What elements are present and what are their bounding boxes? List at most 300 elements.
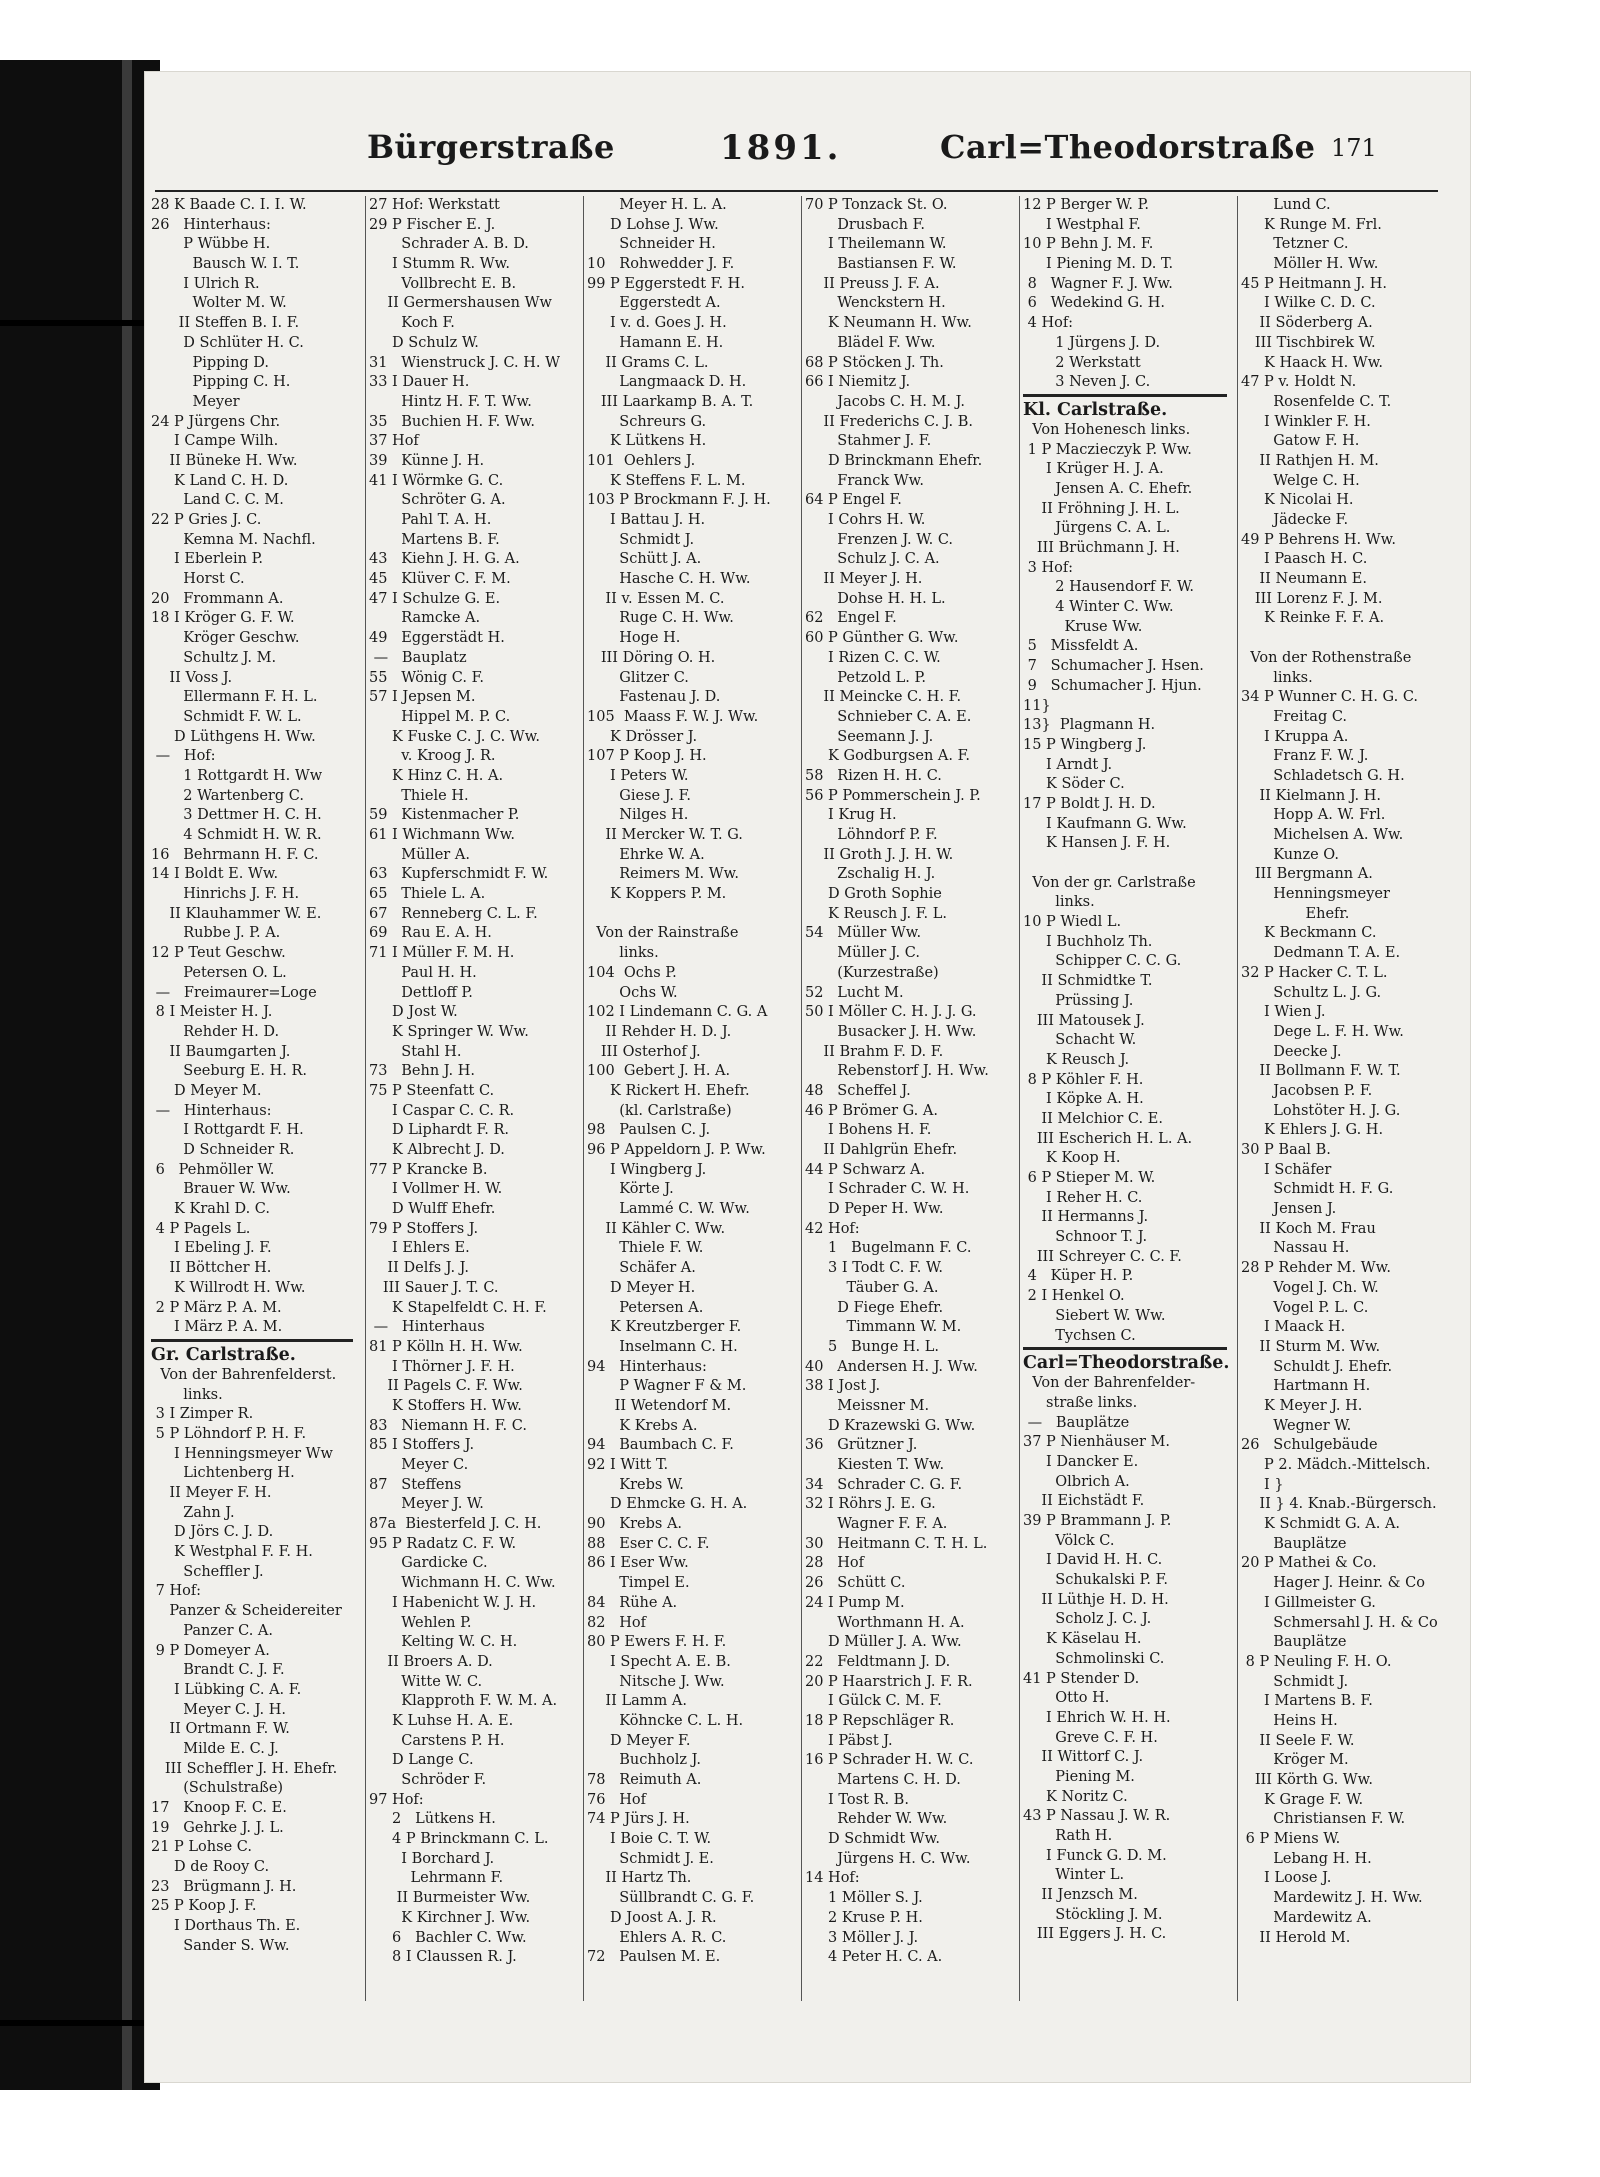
- directory-entry: I }: [1241, 1476, 1284, 1493]
- directory-entry: K Luhse H. A. E.: [369, 1712, 514, 1729]
- directory-entry: II Kähler C. Ww.: [587, 1220, 726, 1237]
- directory-entry: K Hansen J. F. H.: [1023, 835, 1171, 852]
- directory-entry: Fastenau J. D.: [587, 689, 721, 706]
- directory-entry: Nassau H.: [1241, 1240, 1350, 1257]
- directory-entry: I Tost R. B.: [805, 1791, 909, 1808]
- directory-entry: III Döring O. H.: [587, 649, 716, 666]
- directory-entry: K Steffens F. L. M.: [587, 472, 746, 489]
- directory-entry: 20 P Haarstrich J. F. R.: [805, 1673, 973, 1690]
- directory-entry: I Martens B. F.: [1241, 1693, 1373, 1710]
- directory-entry: Mardewitz J. H. Ww.: [1241, 1890, 1423, 1907]
- directory-entry: I v. d. Goes J. H.: [587, 315, 727, 332]
- directory-entry: Täuber G. A.: [805, 1279, 939, 1296]
- directory-entry: Gardicke C.: [369, 1555, 488, 1572]
- directory-entry: Schmidt J.: [1241, 1673, 1349, 1690]
- directory-entry: II Broers A. D.: [369, 1653, 493, 1670]
- directory-entry: D Krazewski G. Ww.: [805, 1417, 976, 1434]
- directory-entry: 28 Hof: [805, 1555, 865, 1572]
- directory-entry: 25 P Koop J. F.: [151, 1898, 257, 1915]
- directory-entry: Rehder W. Ww.: [805, 1811, 948, 1828]
- directory-entry: Kunze O.: [1241, 846, 1339, 863]
- directory-entry: Von der Rothenstraße: [1241, 649, 1412, 666]
- directory-entry: Buchholz J.: [587, 1752, 701, 1769]
- directory-entry: D de Rooy C.: [151, 1859, 270, 1876]
- directory-entry: Ehefr.: [1241, 905, 1350, 922]
- directory-entry: D Lüthgens H. Ww.: [151, 728, 316, 745]
- directory-entry: 28 K Baade C. I. I. W.: [151, 197, 307, 213]
- column-4: [805, 196, 1017, 2066]
- directory-entry: — Hof:: [151, 748, 216, 765]
- directory-entry: Stahl H.: [369, 1043, 462, 1060]
- directory-entry: II Frederichs C. J. B.: [805, 413, 973, 430]
- directory-entry: I Wien J.: [1241, 1004, 1326, 1021]
- directory-entry: II Melchior C. E.: [1023, 1110, 1163, 1127]
- directory-entry: Stahmer J. F.: [805, 433, 932, 450]
- directory-entry: Löhndorf P. F.: [805, 827, 938, 843]
- directory-entry: Winter L.: [1023, 1867, 1125, 1884]
- directory-entry: Reimers M. Ww.: [587, 866, 739, 883]
- directory-entry: Köhncke C. L. H.: [587, 1712, 744, 1729]
- directory-entry: 6 P Miens W.: [1241, 1831, 1341, 1848]
- directory-entry: 4 P Pagels L.: [151, 1220, 251, 1237]
- directory-entry: 4 Winter C. Ww.: [1023, 599, 1174, 616]
- directory-entry: II Meyer F. H.: [151, 1485, 272, 1501]
- directory-entry: Panzer C. A.: [151, 1622, 273, 1639]
- directory-entry: Schröder F.: [369, 1772, 487, 1788]
- directory-entry: II Pagels C. F. Ww.: [369, 1378, 523, 1395]
- directory-entry: Carstens P. H.: [369, 1732, 505, 1749]
- directory-entry: Schneider H.: [587, 236, 716, 253]
- directory-entry: II Eichstädt F.: [1023, 1493, 1145, 1510]
- directory-entry: 87a Biesterfeld J. C. H.: [369, 1516, 542, 1533]
- directory-entry: Schipper C. C. G.: [1023, 953, 1182, 970]
- directory-entry: links.: [151, 1386, 223, 1403]
- directory-entry: 16 P Schrader H. W. C.: [805, 1752, 974, 1769]
- directory-entry: 71 I Müller F. M. H.: [369, 945, 515, 962]
- directory-entry: Stöckling J. M.: [1023, 1906, 1163, 1923]
- directory-entry: I Rizen C. C. W.: [805, 649, 941, 666]
- directory-entry: K Kreutzberger F.: [587, 1319, 742, 1336]
- directory-entry: 22 P Gries J. C.: [151, 512, 262, 528]
- directory-entry: — Hinterhaus: [369, 1319, 485, 1336]
- directory-entry: I Krug H.: [805, 807, 897, 824]
- directory-entry: Kemna M. Nachfl.: [151, 531, 316, 548]
- directory-entry: K Reinke F. F. A.: [1241, 610, 1385, 627]
- directory-entry: Bastiansen F. W.: [805, 256, 957, 273]
- directory-entry: 2 Wartenberg C.: [151, 787, 304, 804]
- directory-entry: II Neumann E.: [1241, 571, 1367, 588]
- directory-entry: 94 Baumbach C. F.: [587, 1437, 734, 1454]
- directory-entry: Lund C.: [1241, 197, 1331, 213]
- directory-entry: III Escherich H. L. A.: [1023, 1130, 1193, 1147]
- directory-entry: D Schneider R.: [151, 1142, 295, 1158]
- directory-entry: 55 Wönig C. F.: [369, 669, 485, 686]
- directory-entry: K Haack H. Ww.: [1241, 354, 1384, 371]
- directory-entry: P Wagner F & M.: [587, 1378, 747, 1395]
- directory-entry: I Dancker E.: [1023, 1453, 1139, 1470]
- directory-entry: Schmidt F. W. L.: [151, 708, 302, 725]
- directory-entry: I Cohrs H. W.: [805, 512, 926, 528]
- directory-entry: 43 Kiehn J. H. G. A.: [369, 551, 520, 568]
- directory-entry: Hartmann H.: [1241, 1378, 1371, 1395]
- directory-entry: Nitsche J. Ww.: [587, 1673, 725, 1690]
- directory-entry: 46 P Brömer G. A.: [805, 1102, 938, 1119]
- directory-entry: 14 I Boldt E. Ww.: [151, 866, 279, 883]
- directory-entry: II } 4. Knab.-Bürgersch.: [1241, 1496, 1437, 1513]
- directory-entry: II Seele F. W.: [1241, 1732, 1355, 1749]
- directory-entry: I Funck G. D. M.: [1023, 1847, 1167, 1864]
- directory-entry: 1 P Maczieczyk P. Ww.: [1023, 441, 1192, 458]
- directory-entry: Jacobs C. H. M. J.: [805, 393, 965, 410]
- directory-entry: II Sturm M. Ww.: [1241, 1338, 1381, 1355]
- directory-entry: 59 Kistenmacher P.: [369, 807, 520, 824]
- directory-entry: D Schlüter H. C.: [151, 334, 304, 351]
- directory-entry: II Böttcher H.: [151, 1260, 272, 1277]
- directory-entry: 21 P Lohse C.: [151, 1839, 252, 1856]
- directory-entry: Müller J. C.: [805, 945, 920, 962]
- directory-entry: I Gillmeister G.: [1241, 1594, 1376, 1611]
- directory-entry: 26 Hinterhaus:: [151, 216, 271, 233]
- directory-entry: Schreurs G.: [587, 413, 707, 430]
- directory-entry: links.: [1241, 669, 1313, 686]
- directory-entry: 16 Behrmann H. F. C.: [151, 846, 319, 863]
- directory-entry: Christiansen F. W.: [1241, 1811, 1406, 1828]
- directory-entry: Hintz H. F. T. Ww.: [369, 393, 532, 410]
- directory-entry: K Westphal F. F. H.: [151, 1544, 313, 1561]
- directory-entry: K Godburgsen A. F.: [805, 748, 970, 765]
- directory-entry: 97 Hof:: [369, 1791, 424, 1808]
- street-heading-rule: [1023, 1347, 1227, 1350]
- directory-entry: K Runge M. Frl.: [1241, 216, 1382, 233]
- directory-entry: K Schmidt G. A. A.: [1241, 1516, 1401, 1533]
- directory-entry: I Peters W.: [587, 767, 689, 784]
- directory-entry: Petzold L. P.: [805, 669, 926, 686]
- directory-entry: I Winkler F. H.: [1241, 413, 1371, 430]
- directory-entry: III Sauer J. T. C.: [369, 1279, 499, 1296]
- directory-entry: 5 Missfeldt A.: [1023, 638, 1139, 655]
- directory-entry: Koch F.: [369, 315, 455, 332]
- directory-entry: I Habenicht W. J. H.: [369, 1594, 537, 1611]
- directory-entry: 6 Wedekind G. H.: [1023, 295, 1166, 312]
- directory-entry: Jacobsen P. F.: [1241, 1082, 1373, 1099]
- directory-entry: II Herold M.: [1241, 1929, 1351, 1946]
- directory-entry: I Kruppa A.: [1241, 728, 1349, 745]
- directory-entry: (Kurzestraße): [805, 964, 939, 981]
- directory-entry: Timmann W. M.: [805, 1319, 962, 1336]
- directory-entry: 49 P Behrens H. Ww.: [1241, 531, 1396, 548]
- directory-entry: D Groth Sophie: [805, 886, 942, 903]
- directory-entry: 7 Hof:: [151, 1583, 202, 1600]
- directory-entry: Paul H. H.: [369, 964, 477, 981]
- directory-entry: Jensen A. C. Ehefr.: [1023, 480, 1193, 497]
- directory-entry: 3 I Zimper R.: [151, 1406, 254, 1423]
- directory-entry: Bausch W. I. T.: [151, 256, 300, 273]
- directory-entry: K Reusch J.: [1023, 1051, 1130, 1068]
- directory-entry: 3 Möller J. J.: [805, 1929, 919, 1946]
- directory-entry: 2 Lütkens H.: [369, 1811, 496, 1828]
- directory-entry: Land C. C. M.: [151, 492, 284, 509]
- directory-entry: Sander S. Ww.: [151, 1937, 290, 1954]
- directory-entry: I Westphal F.: [1023, 216, 1141, 233]
- directory-entry: 26 Schütt C.: [805, 1575, 906, 1592]
- directory-entry: K Fuske C. J. C. Ww.: [369, 728, 541, 745]
- directory-entry: Meyer H. L. A.: [587, 197, 727, 213]
- directory-entry: II Koch M. Frau: [1241, 1220, 1376, 1237]
- directory-entry: D Schmidt Ww.: [805, 1831, 940, 1848]
- directory-entry: Glitzer C.: [587, 669, 689, 686]
- directory-entry: Lebang H. H.: [1241, 1850, 1372, 1867]
- directory-entry: II Schmidtke T.: [1023, 973, 1153, 990]
- directory-entry: III Osterhof J.: [587, 1043, 701, 1060]
- directory-entry: Rath H.: [1023, 1828, 1113, 1844]
- directory-entry: (kl. Carlstraße): [587, 1102, 732, 1119]
- directory-entry: 39 P Brammann J. P.: [1023, 1513, 1172, 1529]
- directory-entry: Lammé C. W. Ww.: [587, 1201, 750, 1218]
- directory-entry: 2 Kruse P. H.: [805, 1909, 923, 1926]
- directory-entry: Körte J.: [587, 1181, 674, 1198]
- directory-entry: 41 P Stender D.: [1023, 1670, 1140, 1687]
- directory-entry: Dege L. F. H. Ww.: [1241, 1023, 1404, 1040]
- directory-entry: I Loose J.: [1241, 1870, 1332, 1887]
- directory-entry: 10 P Behn J. M. F.: [1023, 236, 1154, 253]
- directory-entry: D Schulz W.: [369, 334, 479, 351]
- directory-entry: I Henningsmeyer Ww: [151, 1445, 333, 1462]
- directory-entry: 4 Peter H. C. A.: [805, 1949, 943, 1966]
- directory-entry: Piening M.: [1023, 1768, 1135, 1785]
- directory-entry: [587, 905, 799, 925]
- directory-entry: links.: [1023, 894, 1095, 911]
- directory-entry: 70 P Tonzack St. O.: [805, 197, 948, 213]
- directory-entry: 28 P Rehder M. Ww.: [1241, 1260, 1391, 1277]
- directory-entry: Rubbe J. P. A.: [151, 925, 281, 942]
- directory-entry: 23 Brügmann J. H.: [151, 1878, 297, 1895]
- directory-entry: Worthmann H. A.: [805, 1614, 965, 1631]
- directory-entry: II Groth J. J. H. W.: [805, 846, 954, 863]
- directory-entry: II Baumgarten J.: [151, 1043, 291, 1060]
- directory-entry: [1023, 854, 1235, 874]
- directory-entry: K Käselau H.: [1023, 1631, 1142, 1648]
- directory-entry: II Delfs J. J.: [369, 1260, 469, 1277]
- directory-entry: Wagner F. F. A.: [805, 1516, 948, 1533]
- directory-entry: 36 Grützner J.: [805, 1437, 918, 1454]
- directory-entry: 76 Hof: [587, 1791, 647, 1808]
- directory-entry: Blädel F. Ww.: [805, 334, 936, 351]
- directory-entry: K Willrodt H. Ww.: [151, 1279, 306, 1296]
- directory-entry: 105 Maass F. W. J. Ww.: [587, 708, 759, 725]
- street-heading-rule: [151, 1339, 353, 1342]
- directory-entry: 74 P Jürs J. H.: [587, 1811, 690, 1828]
- directory-entry: Kiesten T. Ww.: [805, 1457, 945, 1473]
- directory-entry: 40 Andersen H. J. Ww.: [805, 1358, 978, 1375]
- directory-entry: Müller A.: [369, 846, 470, 863]
- directory-entry: I Stumm R. Ww.: [369, 256, 510, 273]
- column-6: [1241, 196, 1441, 2066]
- directory-entry: 3 Neven J. C.: [1023, 374, 1151, 391]
- directory-entry: I Lübking C. A. F.: [151, 1681, 302, 1698]
- directory-entry: 98 Paulsen C. J.: [587, 1122, 711, 1139]
- directory-entry: I Paasch H. C.: [1241, 551, 1368, 568]
- directory-entry: Ehrke W. A.: [587, 846, 705, 863]
- directory-entry: Schrader A. B. D.: [369, 236, 529, 253]
- directory-entry: Schröter G. A.: [369, 492, 506, 509]
- directory-entry: 48 Scheffel J.: [805, 1082, 911, 1099]
- directory-entry: K Reusch J. F. L.: [805, 905, 947, 922]
- directory-entry: Eggerstedt A.: [587, 295, 721, 312]
- directory-entry: II Hartz Th.: [587, 1870, 692, 1887]
- directory-entry: III Körth G. Ww.: [1241, 1772, 1373, 1788]
- directory-entry: II Meyer J. H.: [805, 571, 923, 588]
- directory-entry: Martens B. F.: [369, 531, 500, 548]
- directory-entry: 9 Schumacher J. Hjun.: [1023, 677, 1202, 694]
- directory-entry: II Rathjen H. M.: [1241, 452, 1379, 469]
- directory-entry: I Krüger H. J. A.: [1023, 461, 1164, 478]
- directory-entry: 7 Schumacher J. Hsen.: [1023, 658, 1204, 675]
- directory-entry: Bauplätze: [1241, 1535, 1347, 1552]
- directory-entry: I Boie C. T. W.: [587, 1831, 712, 1848]
- directory-entry: Vollbrecht E. B.: [369, 275, 517, 292]
- directory-entry: 32 I Röhrs J. E. G.: [805, 1496, 936, 1513]
- directory-entry: Drusbach F.: [805, 216, 926, 233]
- directory-entry: straße links.: [1023, 1394, 1138, 1411]
- running-head-year: 1891.: [720, 128, 842, 168]
- directory-entry: Dohse H. H. L.: [805, 590, 946, 607]
- column-2: [369, 196, 579, 2066]
- directory-entry: 68 P Stöcken J. Th.: [805, 354, 944, 371]
- directory-entry: Ochs W.: [587, 984, 678, 1001]
- directory-entry: Meyer C.: [369, 1457, 469, 1473]
- directory-entry: III Brüchmann J. H.: [1023, 540, 1180, 556]
- directory-entry: 60 P Günther G. Ww.: [805, 630, 959, 647]
- directory-entry: D Lange C.: [369, 1752, 474, 1769]
- directory-entry: 17 Knoop F. C. E.: [151, 1800, 287, 1816]
- directory-entry: Milde E. C. J.: [151, 1740, 279, 1757]
- directory-entry: D Meyer M.: [151, 1082, 262, 1099]
- directory-entry: Michelsen A. Ww.: [1241, 827, 1404, 843]
- directory-entry: — Bauplatz: [369, 649, 467, 666]
- directory-entry: 56 P Pommerschein J. P.: [805, 787, 981, 804]
- directory-entry: Meyer: [151, 393, 240, 410]
- directory-entry: Rehder H. D.: [151, 1023, 280, 1040]
- column-divider: [1237, 196, 1238, 2001]
- directory-entry: 107 P Koop J. H.: [587, 748, 707, 765]
- directory-entry: III Matousek J.: [1023, 1012, 1145, 1029]
- directory-entry: v. Kroog J. R.: [369, 748, 496, 765]
- directory-entry: 73 Behn J. H.: [369, 1063, 475, 1080]
- directory-entry: K Koop H.: [1023, 1150, 1121, 1167]
- directory-entry: 45 Klüver C. F. M.: [369, 571, 511, 588]
- street-heading-rule: [1023, 394, 1227, 397]
- directory-entry: D Peper H. Ww.: [805, 1201, 944, 1218]
- directory-entry: 38 I Jost J.: [805, 1378, 881, 1395]
- directory-entry: Vogel J. Ch. W.: [1241, 1279, 1379, 1296]
- directory-entry: II Burmeister Ww.: [369, 1890, 531, 1907]
- directory-entry: Möller H. Ww.: [1241, 256, 1379, 273]
- directory-entry: Von der Rainstraße: [587, 925, 739, 942]
- directory-entry: 44 P Schwarz A.: [805, 1161, 926, 1178]
- directory-entry: K Land C. H. D.: [151, 472, 289, 489]
- directory-entry: Jädecke F.: [1241, 512, 1349, 528]
- directory-entry: 37 Hof: [369, 433, 419, 450]
- directory-entry: Schulz J. C. A.: [805, 551, 940, 568]
- spine-band: [0, 320, 160, 326]
- directory-entry: 8 P Neuling F. H. O.: [1241, 1653, 1392, 1670]
- directory-entry: Wehlen P.: [369, 1614, 472, 1631]
- directory-entry: Zschalig H. J.: [805, 866, 936, 883]
- directory-entry: Scheffler J.: [151, 1563, 264, 1580]
- directory-entry: K Söder C.: [1023, 776, 1125, 793]
- directory-entry: 9 P Domeyer A.: [151, 1642, 270, 1659]
- column-divider: [583, 196, 584, 2001]
- directory-entry: 99 P Eggerstedt F. H.: [587, 275, 745, 292]
- directory-entry: Meyer C. J. H.: [151, 1701, 286, 1718]
- directory-entry: I Theilemann W.: [805, 236, 947, 253]
- directory-entry: I Buchholz Th.: [1023, 933, 1153, 950]
- directory-entry: 81 P Kölln H. H. Ww.: [369, 1338, 523, 1355]
- directory-entry: 84 Rühe A.: [587, 1594, 678, 1611]
- directory-entry: I Caspar C. C. R.: [369, 1102, 515, 1119]
- directory-entry: 26 Schulgebäude: [1241, 1437, 1378, 1454]
- directory-entry: Mardewitz A.: [1241, 1909, 1372, 1926]
- directory-entry: II Hermanns J.: [1023, 1209, 1149, 1226]
- directory-entry: Schnoor T. J.: [1023, 1229, 1148, 1246]
- column-5: [1023, 196, 1235, 2066]
- directory-entry: Lohstöter H. J. G.: [1241, 1102, 1401, 1119]
- directory-entry: Von der gr. Carlstraße: [1023, 874, 1196, 891]
- directory-entry: 5 Bunge H. L.: [805, 1338, 940, 1355]
- directory-entry: Tychsen C.: [1023, 1327, 1136, 1344]
- spine-band: [0, 2020, 160, 2026]
- directory-entry: 77 P Krancke B.: [369, 1161, 488, 1178]
- directory-entry: Ehlers A. R. C.: [587, 1929, 727, 1946]
- directory-entry: 47 I Schulze G. E.: [369, 590, 501, 607]
- directory-entry: K Noritz C.: [1023, 1788, 1128, 1805]
- directory-entry: II Mercker W. T. G.: [587, 827, 743, 843]
- directory-entry: 92 I Witt T.: [587, 1457, 669, 1473]
- directory-entry: 96 P Appeldorn J. P. Ww.: [587, 1142, 766, 1158]
- directory-entry: Thiele H.: [369, 787, 469, 804]
- directory-entry: 12 P Berger W. P.: [1023, 197, 1150, 213]
- directory-entry: 43 P Nassau J. W. R.: [1023, 1808, 1171, 1825]
- directory-entry: 14 Hof:: [805, 1870, 860, 1887]
- directory-entry: I Bohens H. F.: [805, 1122, 932, 1139]
- column-divider: [801, 196, 802, 2001]
- directory-entry: I Ebeling J. F.: [151, 1240, 272, 1257]
- directory-entry: 30 Heitmann C. T. H. L.: [805, 1535, 988, 1552]
- directory-entry: K Nicolai H.: [1241, 492, 1354, 509]
- directory-entry: 2 P März P. A. M.: [151, 1299, 282, 1316]
- directory-entry: 6 Pehmöller W.: [151, 1161, 275, 1178]
- directory-entry: 42 Hof:: [805, 1220, 860, 1237]
- directory-entry: — Freimaurer=Loge: [151, 984, 317, 1001]
- directory-entry: Dedmann T. A. E.: [1241, 945, 1401, 962]
- directory-entry: 30 P Baal B.: [1241, 1142, 1331, 1158]
- directory-entry: 1 Bugelmann F. C.: [805, 1240, 972, 1257]
- directory-entry: 54 Müller Ww.: [805, 925, 922, 942]
- directory-entry: Ellermann F. H. L.: [151, 689, 318, 706]
- directory-entry: 27 Hof: Werkstatt: [369, 197, 500, 213]
- directory-entry: D Meyer H.: [587, 1279, 696, 1296]
- column-divider: [365, 196, 366, 2001]
- column-3: [587, 196, 799, 2066]
- directory-entry: Klapproth F. W. M. A.: [369, 1693, 558, 1710]
- directory-entry: 18 P Repschläger R.: [805, 1712, 955, 1729]
- directory-entry: D Wulff Ehefr.: [369, 1201, 496, 1218]
- directory-entry: 34 Schrader C. G. F.: [805, 1476, 963, 1493]
- directory-entry: P 2. Mädch.-Mittelsch.: [1241, 1457, 1431, 1473]
- directory-entry: Hasche C. H. Ww.: [587, 571, 751, 588]
- directory-entry: Hinrichs J. F. H.: [151, 886, 300, 903]
- directory-entry: II Dahlgrün Ehefr.: [805, 1142, 958, 1158]
